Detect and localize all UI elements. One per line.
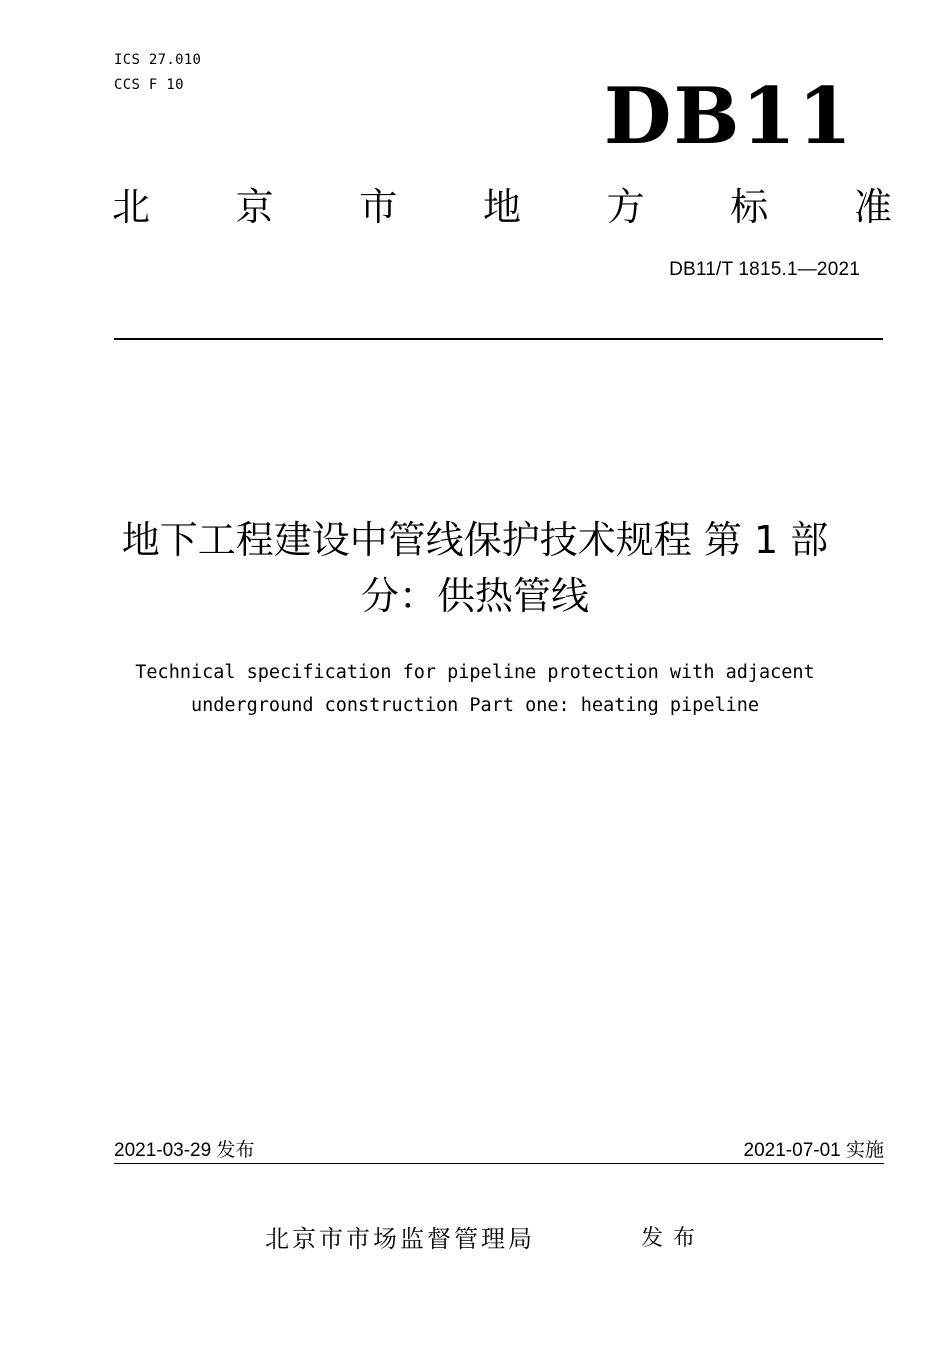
english-title [0, 656, 950, 722]
ics-code: ICS 27.010 [114, 52, 202, 68]
standard-level-char: 京 [235, 185, 274, 229]
publish-label: 发布 [641, 1226, 706, 1251]
standard-level-char: 方 [606, 185, 645, 229]
standard-level-char: 地 [482, 185, 521, 229]
classification-codes [114, 48, 201, 98]
chinese-title-line-2: 分：供热管线 [360, 574, 589, 618]
chinese-title [0, 512, 950, 624]
standard-level-heading [112, 185, 892, 229]
chinese-title-line-1: 地下工程建设中管线保护技术规程 第 1 部 [121, 518, 829, 562]
standard-level-char: 标 [730, 185, 769, 229]
header-divider [114, 338, 883, 340]
standard-level-char: 北 [112, 185, 151, 229]
db11-logo: DB11 [603, 71, 854, 162]
standard-level-char: 市 [359, 185, 398, 229]
standard-number: DB11/T 1815.1—2021 [669, 259, 860, 280]
standard-level-char: 准 [853, 185, 892, 229]
ccs-code: CCS F 10 [114, 77, 184, 93]
publishing-authority: 北京市市场监督管理局 [265, 1225, 535, 1253]
implementation-date: 2021-07-01 实施 [743, 1140, 884, 1161]
issue-date: 2021-03-29 发布 [114, 1140, 255, 1161]
english-title-line-1: Technical specification for pipeline protection with adjacent [135, 662, 815, 683]
english-title-line-2: underground construction Part one: heating pipeline [190, 695, 760, 716]
footer-divider [114, 1163, 884, 1164]
date-row [114, 1137, 884, 1165]
